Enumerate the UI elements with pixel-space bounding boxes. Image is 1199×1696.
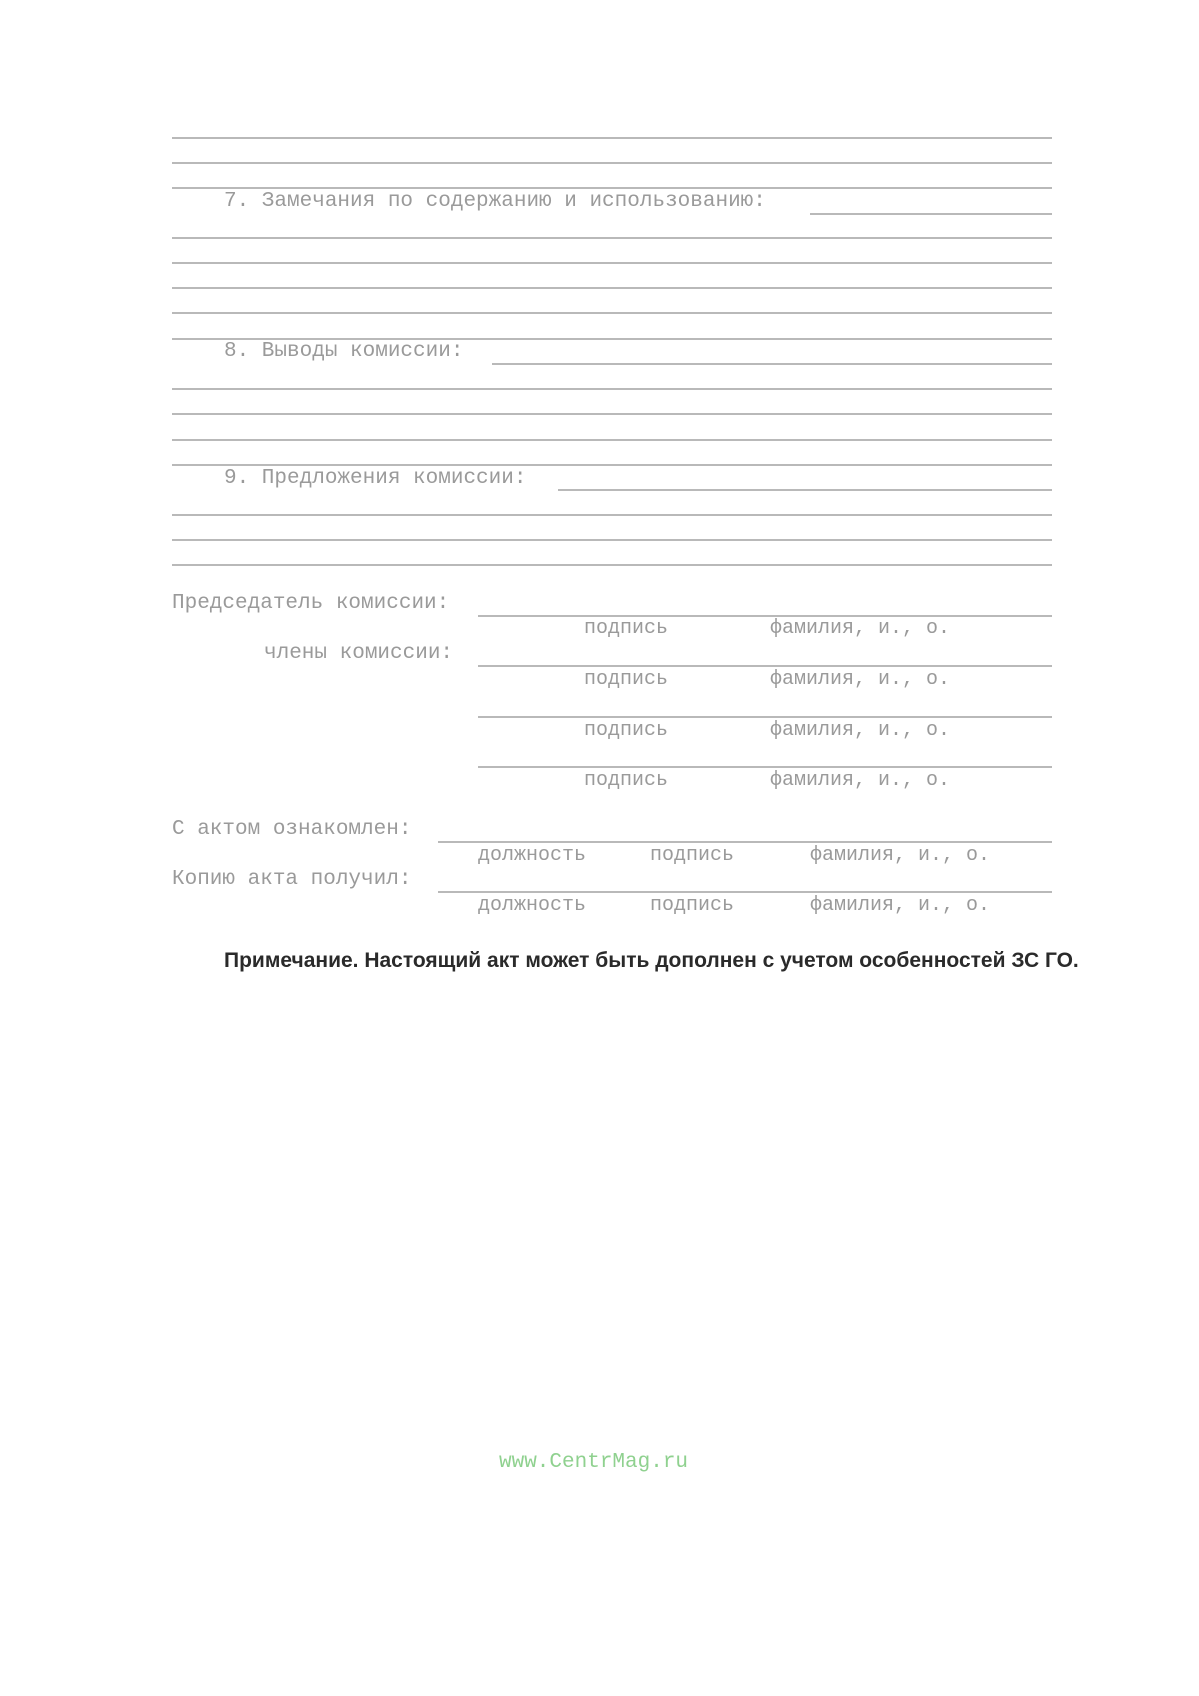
- chairman-signature-line: [478, 615, 1052, 617]
- signature-caption: подпись: [584, 668, 669, 691]
- item-7-label: 7. Замечания по содержанию и использованию:: [224, 190, 766, 213]
- acquainted-signature-line: [438, 841, 1052, 843]
- blank-line: [172, 162, 1052, 164]
- blank-line: [172, 137, 1052, 139]
- blank-line: [172, 439, 1052, 441]
- blank-line: [172, 237, 1052, 239]
- item-7-fill-line: [810, 213, 1052, 215]
- blank-line: [172, 312, 1052, 314]
- item-8-fill-line: [492, 363, 1052, 365]
- chairman-label: Председатель комиссии:: [172, 592, 450, 615]
- name-caption: фамилия, и., о.: [770, 719, 951, 742]
- blank-line: [172, 388, 1052, 390]
- members-label: члены комиссии:: [264, 642, 454, 665]
- acquainted-label: С актом ознакомлен:: [172, 818, 412, 841]
- copy-received-signature-line: [438, 891, 1052, 893]
- signature-caption: подпись: [584, 719, 669, 742]
- blank-line: [172, 287, 1052, 289]
- blank-line: [172, 564, 1052, 566]
- member-signature-line: [478, 716, 1052, 718]
- position-caption: должность: [478, 894, 587, 917]
- name-caption: фамилия, и., о.: [770, 668, 951, 691]
- name-caption: фамилия, и., о.: [770, 769, 951, 792]
- position-caption: должность: [478, 844, 587, 867]
- blank-line: [172, 464, 1052, 466]
- blank-line: [172, 539, 1052, 541]
- name-caption: фамилия, и., о.: [810, 894, 991, 917]
- member-signature-line: [478, 766, 1052, 768]
- signature-caption: подпись: [650, 894, 735, 917]
- member-signature-line: [478, 665, 1052, 667]
- name-caption: фамилия, и., о.: [770, 617, 951, 640]
- name-caption: фамилия, и., о.: [810, 844, 991, 867]
- item-9-label: 9. Предложения комиссии:: [224, 467, 527, 490]
- item-8-label: 8. Выводы комиссии:: [224, 340, 464, 363]
- blank-line: [172, 187, 1052, 189]
- signature-caption: подпись: [584, 617, 669, 640]
- copy-received-label: Копию акта получил:: [172, 868, 412, 891]
- blank-line: [172, 413, 1052, 415]
- site-watermark: www.CentrMag.ru: [499, 1451, 689, 1474]
- blank-line: [172, 262, 1052, 264]
- item-9-fill-line: [558, 489, 1052, 491]
- signature-caption: подпись: [584, 769, 669, 792]
- signature-caption: подпись: [650, 844, 735, 867]
- blank-line: [172, 514, 1052, 516]
- document-note: Примечание. Настоящий акт может быть дополнен с учетом особенностей ЗС ГО.: [224, 949, 1079, 972]
